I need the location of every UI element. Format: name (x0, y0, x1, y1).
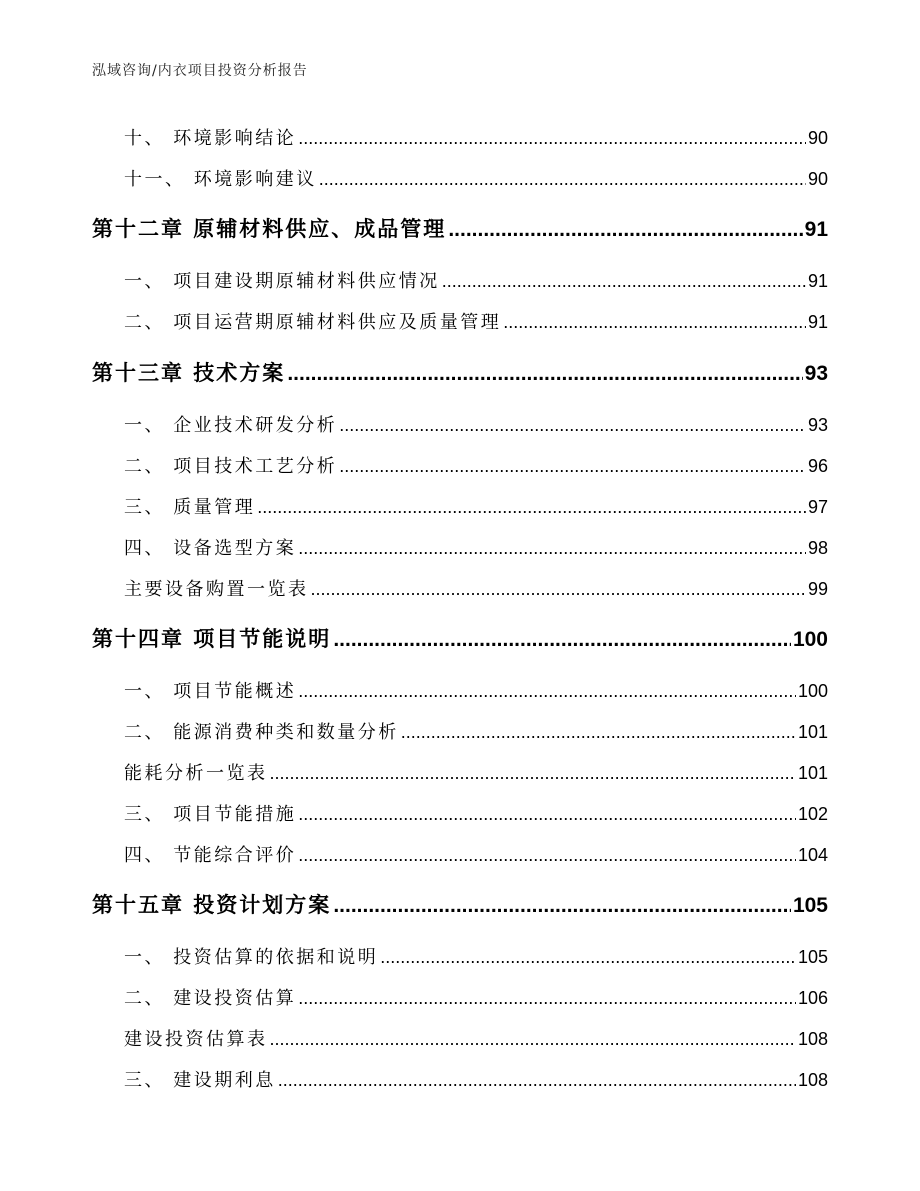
toc-entry[interactable] (92, 943, 828, 969)
toc-page-number: 105 (797, 947, 828, 967)
toc-dot-leader (319, 169, 806, 190)
toc-dot-leader (311, 579, 806, 600)
toc-entry[interactable] (92, 267, 828, 293)
toc-chapter-entry[interactable] (92, 623, 828, 653)
toc-entry-title: 二、 项目技术工艺分析 (124, 456, 338, 477)
toc-page-number: 101 (797, 722, 828, 742)
toc-entry-title: 二、 能源消费种类和数量分析 (124, 722, 399, 743)
toc-dot-leader (333, 628, 791, 652)
toc-entry-title: 四、 设备选型方案 (124, 538, 297, 559)
toc-page-number: 98 (807, 538, 828, 558)
toc-entry[interactable] (92, 534, 828, 560)
toc-page-number: 104 (797, 845, 828, 865)
toc-chapter-title: 第十三章 技术方案 (92, 361, 286, 385)
toc-dot-leader (339, 415, 806, 436)
toc-page-number: 90 (807, 169, 828, 189)
toc-entry[interactable] (92, 718, 828, 744)
toc-page-number: 100 (797, 681, 828, 701)
toc-entry-title: 十、 环境影响结论 (124, 128, 297, 149)
toc-dot-leader (333, 894, 791, 918)
toc-page-number: 96 (807, 456, 828, 476)
toc-page-number: 93 (804, 362, 828, 385)
toc-dot-leader (448, 218, 802, 242)
toc-dot-leader (270, 763, 796, 784)
toc-dot-leader (278, 1070, 796, 1091)
toc-chapter-title: 第十二章 原辅材料供应、成品管理 (92, 217, 447, 241)
toc-entry[interactable] (92, 759, 828, 785)
toc-entry[interactable] (92, 493, 828, 519)
toc-entry[interactable] (92, 411, 828, 437)
toc-entry[interactable] (92, 1025, 828, 1051)
toc-dot-leader (401, 722, 796, 743)
running-header: 泓域咨询/内衣项目投资分析报告 (92, 63, 308, 79)
toc-page-number: 91 (807, 312, 828, 332)
toc-page-number: 100 (792, 628, 828, 651)
toc-entry[interactable] (92, 124, 828, 150)
toc-dot-leader (298, 804, 796, 825)
toc-chapter-entry[interactable] (92, 889, 828, 919)
toc-entry[interactable] (92, 984, 828, 1010)
toc-page-number: 108 (797, 1029, 828, 1049)
toc-dot-leader (257, 497, 806, 518)
toc-dot-leader (270, 1029, 796, 1050)
toc-entry[interactable] (92, 841, 828, 867)
toc-entry-title: 二、 建设投资估算 (124, 988, 297, 1009)
toc-chapter-entry[interactable] (92, 213, 828, 243)
toc-chapter-title: 第十四章 项目节能说明 (92, 627, 332, 651)
toc-page-number: 97 (807, 497, 828, 517)
toc-entry-title: 建设投资估算表 (124, 1029, 268, 1050)
toc-entry[interactable] (92, 800, 828, 826)
toc-dot-leader (298, 681, 796, 702)
toc-entry-title: 三、 项目节能措施 (124, 804, 297, 825)
toc-entry-title: 一、 企业技术研发分析 (124, 415, 338, 436)
toc-page-number: 91 (804, 218, 828, 241)
toc-page-number: 108 (797, 1070, 828, 1090)
toc-entry-title: 能耗分析一览表 (124, 763, 268, 784)
toc-dot-leader (298, 128, 806, 149)
toc-entry-title: 二、 项目运营期原辅材料供应及质量管理 (124, 312, 502, 333)
toc-chapter-entry[interactable] (92, 357, 828, 387)
toc-page-number: 101 (797, 763, 828, 783)
toc-dot-leader (339, 456, 806, 477)
toc-dot-leader (380, 947, 796, 968)
toc-entry[interactable] (92, 677, 828, 703)
toc-dot-leader (298, 538, 806, 559)
toc-entry-title: 主要设备购置一览表 (124, 579, 309, 600)
toc-page-number: 90 (807, 128, 828, 148)
toc-page-number: 102 (797, 804, 828, 824)
toc-entry[interactable] (92, 308, 828, 334)
toc-entry[interactable] (92, 575, 828, 601)
toc-entry-title: 四、 节能综合评价 (124, 845, 297, 866)
toc-page-number: 106 (797, 988, 828, 1008)
toc-page-number: 99 (807, 579, 828, 599)
toc-chapter-title: 第十五章 投资计划方案 (92, 893, 332, 917)
toc-entry-title: 三、 质量管理 (124, 497, 256, 518)
toc-entry-title: 一、 项目节能概述 (124, 681, 297, 702)
toc-dot-leader (287, 362, 802, 386)
toc-page-number: 91 (807, 271, 828, 291)
toc-page-number: 105 (792, 894, 828, 917)
table-of-contents (92, 0, 828, 1191)
toc-entry-title: 一、 投资估算的依据和说明 (124, 947, 379, 968)
toc-dot-leader (503, 312, 806, 333)
toc-dot-leader (298, 845, 796, 866)
toc-dot-leader (298, 988, 796, 1009)
toc-entry[interactable] (92, 1066, 828, 1092)
toc-page-number: 93 (807, 415, 828, 435)
toc-entry-title: 三、 建设期利息 (124, 1070, 276, 1091)
toc-entry[interactable] (92, 165, 828, 191)
toc-entry[interactable] (92, 452, 828, 478)
toc-entry-title: 十一、 环境影响建议 (124, 169, 317, 190)
toc-dot-leader (442, 271, 806, 292)
toc-entry-title: 一、 项目建设期原辅材料供应情况 (124, 271, 440, 292)
